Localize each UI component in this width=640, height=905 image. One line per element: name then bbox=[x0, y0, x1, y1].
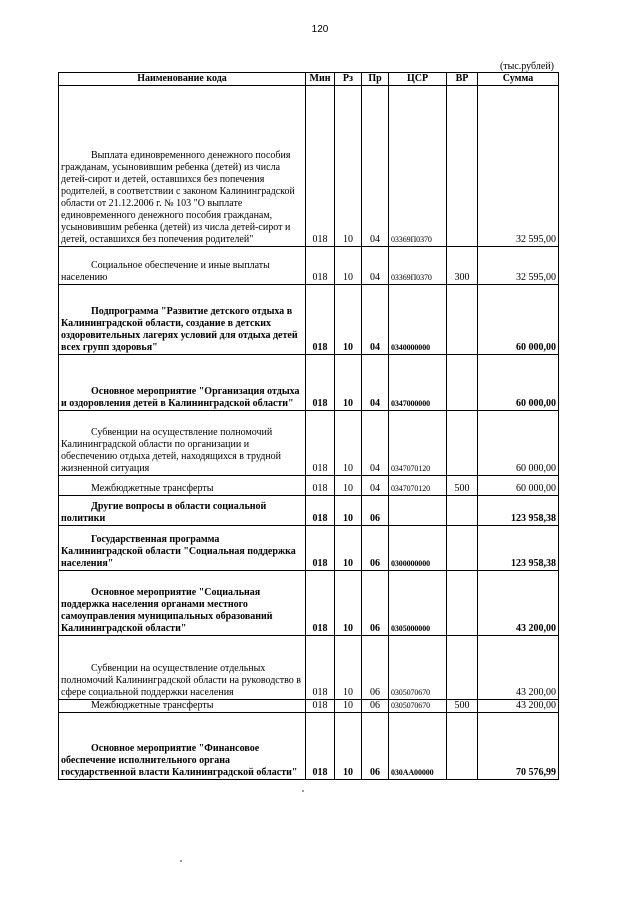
col-header-sum: Сумма bbox=[478, 73, 559, 86]
table-row bbox=[59, 411, 559, 476]
row-vr bbox=[447, 571, 478, 636]
row-csr: 0300000000 bbox=[389, 526, 447, 571]
row-min: 018 bbox=[306, 700, 335, 713]
row-pr: 04 bbox=[362, 285, 389, 355]
row-rz: 10 bbox=[335, 411, 362, 476]
row-vr bbox=[447, 713, 478, 780]
row-sum: 123 958,38 bbox=[478, 526, 559, 571]
row-csr: 03369П0370 bbox=[389, 86, 447, 247]
col-header-min: Мин bbox=[306, 73, 335, 86]
row-name bbox=[59, 355, 306, 411]
row-name bbox=[59, 571, 306, 636]
row-name bbox=[59, 713, 306, 780]
col-header-csr: ЦСР bbox=[389, 73, 447, 86]
table-row bbox=[59, 636, 559, 700]
row-name-text: Межбюджетные трансферты bbox=[91, 700, 214, 711]
row-sum: 123 958,38 bbox=[478, 496, 559, 526]
row-vr bbox=[447, 496, 478, 526]
row-pr: 06 bbox=[362, 496, 389, 526]
row-min: 018 bbox=[306, 526, 335, 571]
row-name bbox=[59, 247, 306, 285]
row-sum: 32 595,00 bbox=[478, 247, 559, 285]
row-name-text: Подпрограмма "Развитие детского отдыха в Калининградской области, создание в детских оздоровительных лагерях условий для отдыха детей всех групп здоровья" bbox=[61, 306, 298, 353]
row-min: 018 bbox=[306, 355, 335, 411]
row-sum: 70 576,99 bbox=[478, 713, 559, 780]
row-pr: 04 bbox=[362, 247, 389, 285]
row-csr: 0305070670 bbox=[389, 700, 447, 713]
table-row bbox=[59, 496, 559, 526]
scan-speck bbox=[302, 790, 304, 792]
row-sum: 60 000,00 bbox=[478, 285, 559, 355]
row-min: 018 bbox=[306, 476, 335, 496]
row-pr: 06 bbox=[362, 526, 389, 571]
row-name-text: Основное мероприятие "Социальная поддержка населения органами местного самоуправления муниципальных образований Калининградской области" bbox=[61, 587, 273, 634]
table-row bbox=[59, 700, 559, 713]
row-name bbox=[59, 496, 306, 526]
row-min: 018 bbox=[306, 571, 335, 636]
row-name-text: Основное мероприятие "Организация отдыха и оздоровления детей в Калининградской области" bbox=[61, 386, 300, 409]
row-csr bbox=[389, 496, 447, 526]
row-rz: 10 bbox=[335, 476, 362, 496]
row-pr: 06 bbox=[362, 571, 389, 636]
row-name-text: Социальное обеспечение и иные выплаты населению bbox=[61, 260, 270, 283]
row-rz: 10 bbox=[335, 700, 362, 713]
row-name-text: Другие вопросы в области социальной политики bbox=[61, 501, 267, 524]
row-rz: 10 bbox=[335, 496, 362, 526]
row-pr: 04 bbox=[362, 86, 389, 247]
row-vr bbox=[447, 526, 478, 571]
row-min: 018 bbox=[306, 247, 335, 285]
row-csr: 0305000000 bbox=[389, 571, 447, 636]
row-sum: 43 200,00 bbox=[478, 571, 559, 636]
row-vr bbox=[447, 285, 478, 355]
row-name-text: Государственная программа Калининградской области "Социальная поддержка населения" bbox=[61, 534, 296, 569]
row-min: 018 bbox=[306, 496, 335, 526]
row-rz: 10 bbox=[335, 285, 362, 355]
row-rz: 10 bbox=[335, 355, 362, 411]
header-row bbox=[59, 73, 559, 86]
table-row bbox=[59, 526, 559, 571]
row-name-text: Субвенции на осуществление отдельных полномочий Калининградской области на руководство в сфере социальной поддержки населения bbox=[61, 663, 301, 698]
row-sum: 32 595,00 bbox=[478, 86, 559, 247]
row-vr bbox=[447, 86, 478, 247]
row-vr: 300 bbox=[447, 247, 478, 285]
row-min: 018 bbox=[306, 411, 335, 476]
table-row bbox=[59, 86, 559, 247]
row-name-text: Субвенции на осуществление полномочий Калининградской области по организации и обеспечению отдыха детей, находящихся в трудной жизненной ситуация bbox=[61, 427, 282, 474]
row-rz: 10 bbox=[335, 526, 362, 571]
row-name bbox=[59, 285, 306, 355]
row-name bbox=[59, 86, 306, 247]
col-header-pr: Пр bbox=[362, 73, 389, 86]
units-label: (тыс.рублей) bbox=[499, 61, 554, 72]
row-rz: 10 bbox=[335, 571, 362, 636]
row-csr: 03369П0370 bbox=[389, 247, 447, 285]
row-pr: 06 bbox=[362, 700, 389, 713]
row-sum: 60 000,00 bbox=[478, 355, 559, 411]
row-vr bbox=[447, 636, 478, 700]
row-name-text: Выплата единовременного денежного пособия гражданам, усыновившим ребенка (детей) из числа детей-сирот и детей, оставшихся без попечения родителей, в соответствии с законом Калининградской области от 21.12.2006 г. № 103 "О выплате единовременного денежного пособия гражданам, усыновившим ребенка (детей) из числа детей-сирот и детей, оставшихся без попечения родителей" bbox=[61, 150, 295, 245]
row-pr: 06 bbox=[362, 713, 389, 780]
col-header-name: Наименование кода bbox=[59, 73, 306, 86]
row-sum: 60 000,00 bbox=[478, 476, 559, 496]
row-vr bbox=[447, 411, 478, 476]
row-csr: 0347070120 bbox=[389, 476, 447, 496]
row-vr: 500 bbox=[447, 476, 478, 496]
row-rz: 10 bbox=[335, 86, 362, 247]
row-min: 018 bbox=[306, 86, 335, 247]
col-header-vr: ВР bbox=[447, 73, 478, 86]
table-row bbox=[59, 355, 559, 411]
row-rz: 10 bbox=[335, 247, 362, 285]
row-sum: 43 200,00 bbox=[478, 636, 559, 700]
row-min: 018 bbox=[306, 636, 335, 700]
row-csr: 0347000000 bbox=[389, 355, 447, 411]
table-row bbox=[59, 571, 559, 636]
row-csr: 0340000000 bbox=[389, 285, 447, 355]
row-sum: 60 000,00 bbox=[478, 411, 559, 476]
budget-table bbox=[58, 72, 559, 780]
row-name bbox=[59, 476, 306, 496]
table-row bbox=[59, 247, 559, 285]
row-name bbox=[59, 636, 306, 700]
row-csr: 0305070670 bbox=[389, 636, 447, 700]
page-number: 120 bbox=[311, 24, 329, 35]
row-rz: 10 bbox=[335, 713, 362, 780]
scan-speck bbox=[180, 860, 182, 862]
row-pr: 04 bbox=[362, 476, 389, 496]
row-csr: 0347070120 bbox=[389, 411, 447, 476]
row-min: 018 bbox=[306, 713, 335, 780]
row-name-text: Межбюджетные трансферты bbox=[91, 483, 214, 494]
table-row bbox=[59, 713, 559, 780]
table-row bbox=[59, 285, 559, 355]
row-vr: 500 bbox=[447, 700, 478, 713]
col-header-rz: Рз bbox=[335, 73, 362, 86]
row-min: 018 bbox=[306, 285, 335, 355]
row-name bbox=[59, 526, 306, 571]
row-pr: 06 bbox=[362, 636, 389, 700]
row-name-text: Основное мероприятие "Финансовое обеспечение исполнительного органа государственной власти Калининградской области" bbox=[61, 743, 298, 778]
row-sum: 43 200,00 bbox=[478, 700, 559, 713]
row-pr: 04 bbox=[362, 355, 389, 411]
row-name bbox=[59, 411, 306, 476]
row-vr bbox=[447, 355, 478, 411]
table-row bbox=[59, 476, 559, 496]
row-name bbox=[59, 700, 306, 713]
row-pr: 04 bbox=[362, 411, 389, 476]
row-csr: 030АА00000 bbox=[389, 713, 447, 780]
row-rz: 10 bbox=[335, 636, 362, 700]
